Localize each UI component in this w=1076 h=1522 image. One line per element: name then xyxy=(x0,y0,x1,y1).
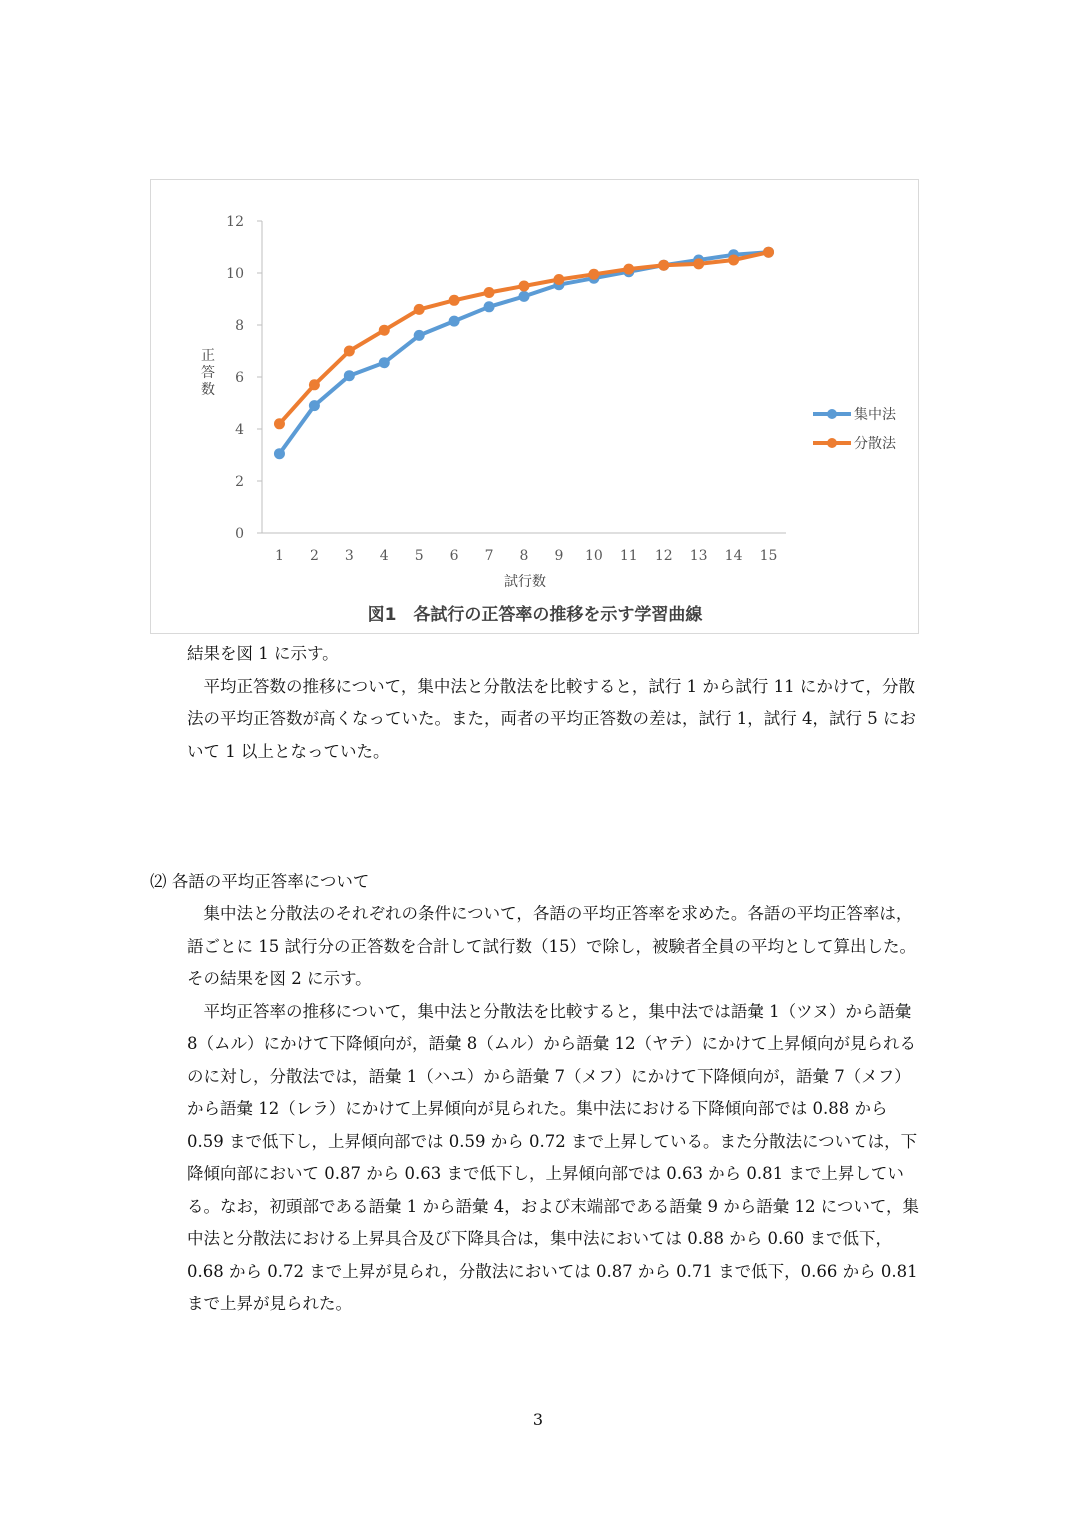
y-tick-label: 0 xyxy=(235,526,244,542)
x-tick-label: 10 xyxy=(584,548,603,564)
section-2-paragraph-2: 平均正答率の推移について，集中法と分散法を比較すると，集中法では語彙 1（ツヌ）から語彙 8（ムル）にかけて下降傾向が，語彙 8（ムル）から語彙 12（ヤテ）にかけて上昇傾向が見られるのに対し，分散法では，語彙 1（ハユ）から語彙 7（メフ）にかけて下降傾向が，語彙 7（メフ）から語彙 12（レラ）にかけて上昇傾向が見られた。集中法における下降傾向部では 0.88 から 0.59 まで低下し，上昇傾向部では 0.59 から 0.72 まで上昇している。また分散法については，下降傾向部において 0.87 から 0.63 まで低下し，上昇傾向部では 0.63 から 0.81 まで上昇している。なお，初頭部である語彙 1 から語彙 4，および末端部である語彙 9 から語彙 12 について，集中法と分散法における上昇具合及び下降具合は，集中法においては 0.88 から 0.60 まで低下，0.68 から 0.72 まで上昇が見られ，分散法においては 0.87 から 0.71 まで低下，0.66 から 0.81 まで上昇が見られた。 xyxy=(187,1001,920,1313)
section-2-paragraph-1: 集中法と分散法のそれぞれの条件について，各語の平均正答率を求めた。各語の平均正答率は，語ごとに 15 試行分の正答数を合計して試行数（15）で除し，被験者全員の平均として算出した。その結果を図 2 に示す。 xyxy=(187,904,916,988)
data-point xyxy=(414,330,425,341)
data-point xyxy=(274,418,285,429)
data-point xyxy=(728,255,739,266)
data-point xyxy=(379,357,390,368)
x-tick-label: 1 xyxy=(275,548,284,564)
data-point xyxy=(588,269,599,280)
series-2 xyxy=(274,247,774,430)
section-2-text xyxy=(187,898,927,1321)
y-tick-label: 8 xyxy=(235,318,244,334)
data-point xyxy=(379,325,390,336)
data-point xyxy=(553,274,564,285)
y-tick-label: 6 xyxy=(235,370,244,386)
data-point xyxy=(449,316,460,327)
x-tick-label: 5 xyxy=(414,548,424,564)
data-point xyxy=(344,346,355,357)
y-tick-label: 4 xyxy=(235,422,244,438)
page-number: 3 xyxy=(532,1410,544,1429)
data-point xyxy=(658,260,669,271)
figure-1 xyxy=(150,179,919,634)
x-axis-title: 試行数 xyxy=(504,574,546,590)
data-point xyxy=(309,400,320,411)
legend-marker xyxy=(827,438,837,448)
x-tick-label: 11 xyxy=(619,548,638,564)
series-line xyxy=(279,252,768,424)
data-point xyxy=(519,281,530,292)
results-lead: 結果を図 1 に示す。 xyxy=(187,644,339,663)
x-tick-label: 8 xyxy=(519,548,529,564)
data-point xyxy=(484,287,495,298)
legend-label: 分散法 xyxy=(854,436,896,452)
y-axis-ticks xyxy=(226,214,262,542)
chart-legend xyxy=(813,406,897,452)
data-point xyxy=(484,301,495,312)
x-tick-label: 14 xyxy=(724,548,743,564)
data-point xyxy=(344,370,355,381)
x-tick-label: 7 xyxy=(484,548,494,564)
x-tick-label: 6 xyxy=(449,548,459,564)
y-axis-title: 正答数 xyxy=(201,348,215,398)
data-point xyxy=(623,264,634,275)
legend-item xyxy=(813,406,897,423)
data-point xyxy=(519,291,530,302)
data-point xyxy=(309,379,320,390)
x-axis-ticks xyxy=(275,548,777,564)
data-point xyxy=(414,304,425,315)
data-point xyxy=(449,295,460,306)
x-tick-label: 9 xyxy=(554,548,564,564)
figure-caption: 図1 各試行の正答率の推移を示す学習曲線 xyxy=(367,605,703,625)
data-point xyxy=(693,258,704,269)
results-paragraph: 平均正答数の推移について，集中法と分散法を比較すると，試行 1 から試行 11 にかけて，分散法の平均正答数が高くなっていた。また，両者の平均正答数の差は，試行 1，試行 4，試行 5 において 1 以上となっていた。 xyxy=(187,676,916,761)
data-point xyxy=(274,448,285,459)
legend-item xyxy=(813,435,897,452)
data-point xyxy=(763,247,774,258)
x-tick-label: 13 xyxy=(689,548,708,564)
y-tick-label: 10 xyxy=(226,266,244,282)
chart-series xyxy=(274,247,774,460)
x-tick-label: 4 xyxy=(379,548,389,564)
legend-label: 集中法 xyxy=(854,407,896,423)
section-2-heading: ⑵ 各語の平均正答率について xyxy=(150,872,370,891)
x-tick-label: 12 xyxy=(654,548,673,564)
y-tick-label: 12 xyxy=(226,214,244,230)
x-tick-label: 15 xyxy=(759,548,778,564)
x-tick-label: 3 xyxy=(344,548,354,564)
x-tick-label: 2 xyxy=(309,548,319,564)
y-tick-label: 2 xyxy=(235,474,244,490)
section-1-text xyxy=(187,638,927,768)
legend-marker xyxy=(827,409,837,419)
learning-curve-chart xyxy=(151,180,920,635)
chart-axes xyxy=(262,221,786,533)
